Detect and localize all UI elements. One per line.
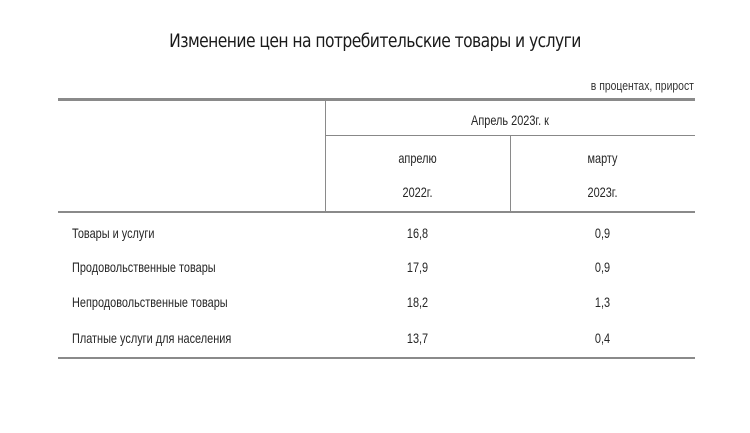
row-value: 18,2 xyxy=(406,294,429,310)
row-label: Товары и услуги xyxy=(72,225,155,241)
column-header-line1: апрелю xyxy=(398,150,437,166)
row-value: 1,3 xyxy=(594,294,611,310)
table-column-divider xyxy=(510,136,511,212)
row-value: 16,8 xyxy=(406,225,429,241)
table-bottom-rule xyxy=(58,357,695,359)
row-value: 13,7 xyxy=(406,330,429,346)
column-header-line2: 2022г. xyxy=(402,184,433,200)
table-top-rule xyxy=(58,98,695,101)
row-value: 0,9 xyxy=(594,225,611,241)
row-label: Платные услуги для населения xyxy=(72,330,232,346)
units-note: в процентах, прирост xyxy=(590,78,694,93)
row-value: 17,9 xyxy=(406,259,429,275)
row-value: 0,9 xyxy=(594,259,611,275)
row-value: 0,4 xyxy=(594,330,611,346)
table-column-divider xyxy=(325,100,326,212)
table-group-header: Апрель 2023г. к xyxy=(471,112,549,128)
row-label: Продовольственные товары xyxy=(72,259,216,275)
page-title: Изменение цен на потребительские товары и услуги xyxy=(169,30,581,52)
row-label: Непродовольственные товары xyxy=(72,294,228,310)
column-header-line2: 2023г. xyxy=(587,184,618,200)
table-header-rule xyxy=(58,211,695,213)
column-header-line1: марту xyxy=(587,150,618,166)
